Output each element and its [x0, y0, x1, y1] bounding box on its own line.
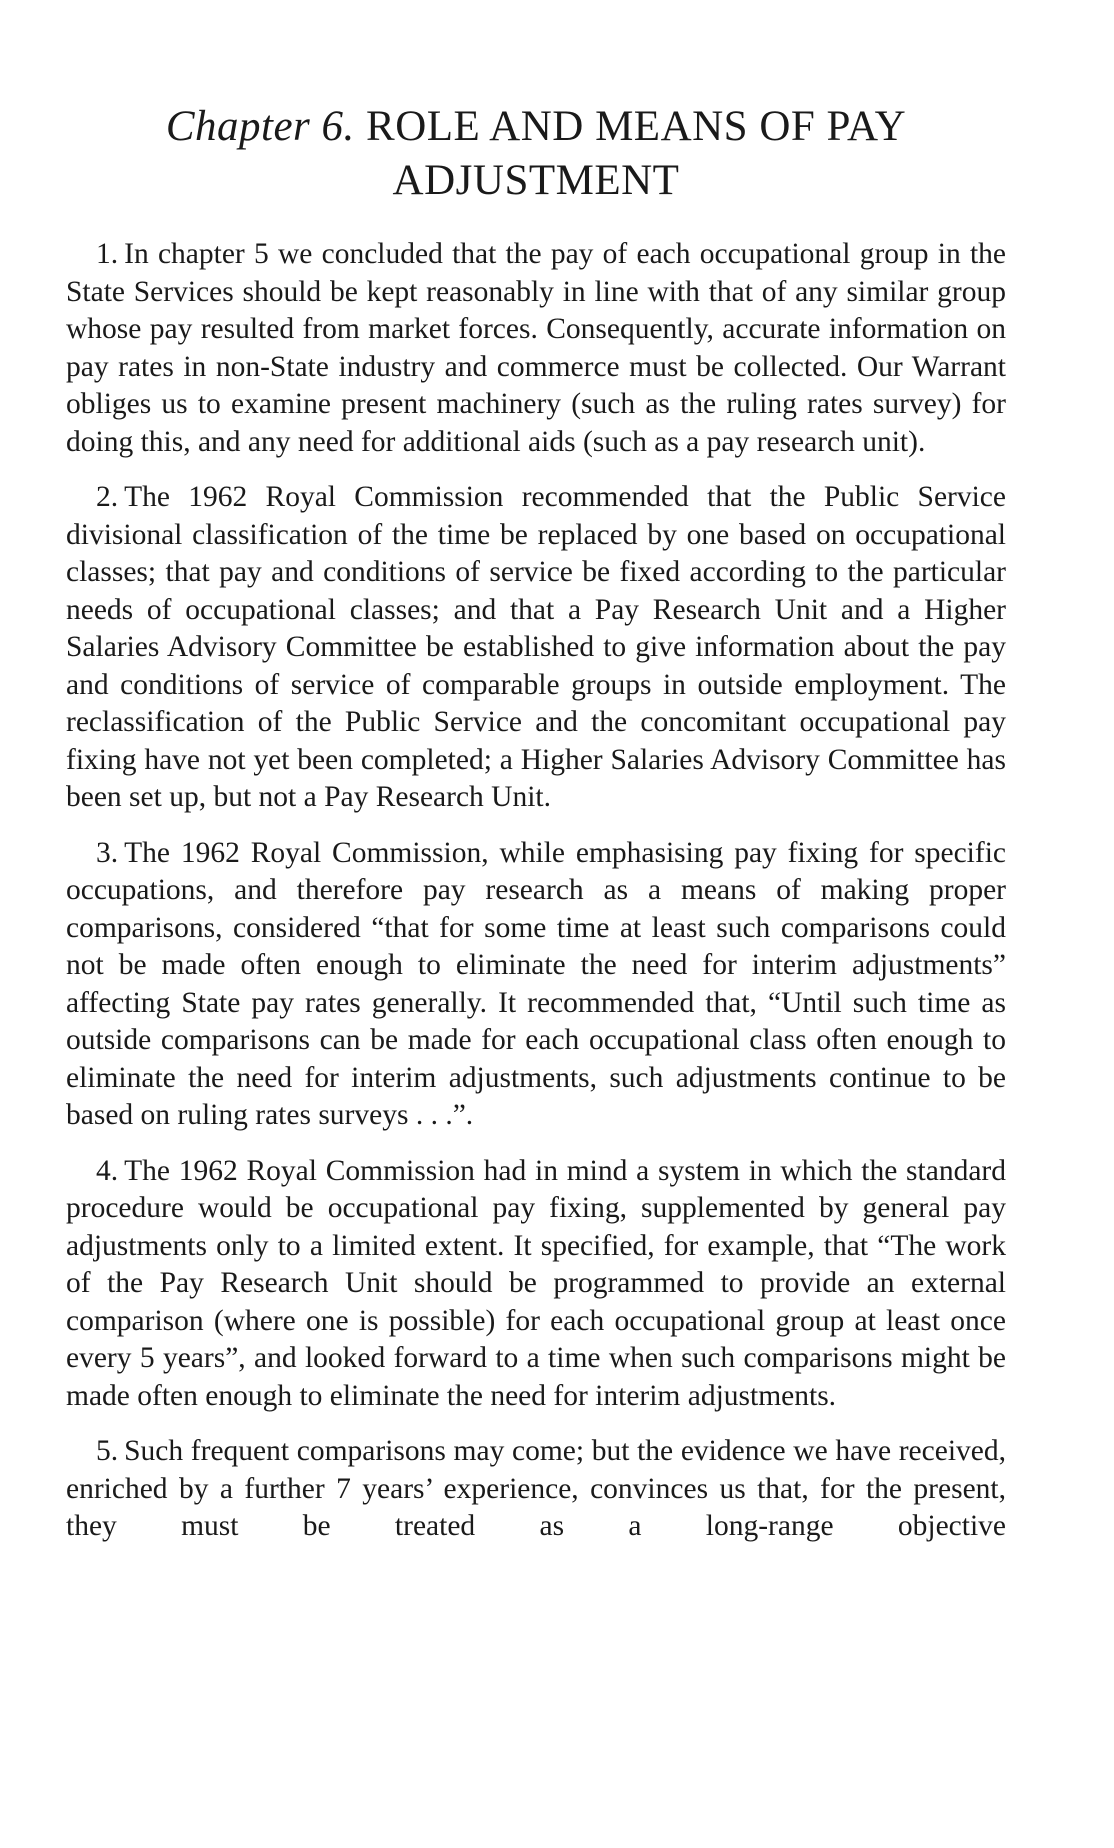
paragraph-number: 3.	[96, 836, 119, 869]
paragraph-3	[66, 835, 1006, 1135]
paragraph-1	[66, 236, 1006, 461]
paragraph-number: 5.	[96, 1435, 119, 1467]
chapter-heading	[66, 100, 1006, 208]
chapter-title-line2: ADJUSTMENT	[392, 157, 680, 204]
chapter-title-line1: ROLE AND MEANS OF PAY	[366, 103, 907, 150]
paragraph-5	[66, 1433, 1006, 1546]
paragraph-number: 1.	[96, 238, 119, 270]
document-page	[66, 100, 1006, 1564]
paragraph-text: The 1962 Royal Commission recommended that the Public Service divisional classification of the time be replaced by one based on occupational classes; that pay and conditions of service be fixed according to the particular needs of occupational classes; and that a Pay Research Unit and a Higher Salaries Advisory Committee be established to give information about the pay and conditions of service of comparable groups in outside employment. The reclassification of the Public Service and the concomitant occupational pay fixing have not yet been completed; a Higher Salaries Advisory Committee has been set up, but not a Pay Research Unit.	[66, 481, 1006, 813]
paragraph-number: 2.	[96, 481, 119, 513]
paragraph-number: 4.	[96, 1154, 119, 1187]
paragraph-text: The 1962 Royal Commission had in mind a system in which the standard procedure would be occupational pay fixing, supplemented by general pay adjustments only to a limited extent. It specified, for example, that “The work of the Pay Research Unit should be programmed to provide an external comparison (where one is possible) for each occupational group at least once every 5 years”, and looked forward to a time when such comparisons might be made often enough to eliminate the need for interim adjustments.	[66, 1154, 1006, 1412]
chapter-label: Chapter 6.	[165, 103, 355, 150]
paragraph-text: The 1962 Royal Commission, while emphasising pay fixing for specific occupations, and therefore pay research as a means of making proper comparisons, considered “that for some time at least such comparisons could not be made often enough to eliminate the need for interim adjustments” affecting State pay rates generally. It recommended that, “Until such time as outside comparisons can be made for each occupational class often enough to eliminate the need for interim adjustments, such adjustments continue to be based on ruling rates surveys . . .”.	[66, 836, 1006, 1131]
paragraph-text: Such frequent comparisons may come; but the evidence we have received, enriched by a further 7 years’ experience, convinces us that, for the present, they must be treated as a long-range objective	[66, 1435, 1006, 1542]
paragraph-4	[66, 1153, 1006, 1416]
paragraph-text: In chapter 5 we concluded that the pay of each occupational group in the State Services should be kept reasonably in line with that of any similar group whose pay resulted from market forces. Consequently, accurate information on pay rates in non-State industry and commerce must be collected. Our Warrant obliges us to examine present machinery (such as the ruling rates survey) for doing this, and any need for additional aids (such as a pay research unit).	[66, 238, 1006, 458]
paragraph-2	[66, 479, 1006, 817]
